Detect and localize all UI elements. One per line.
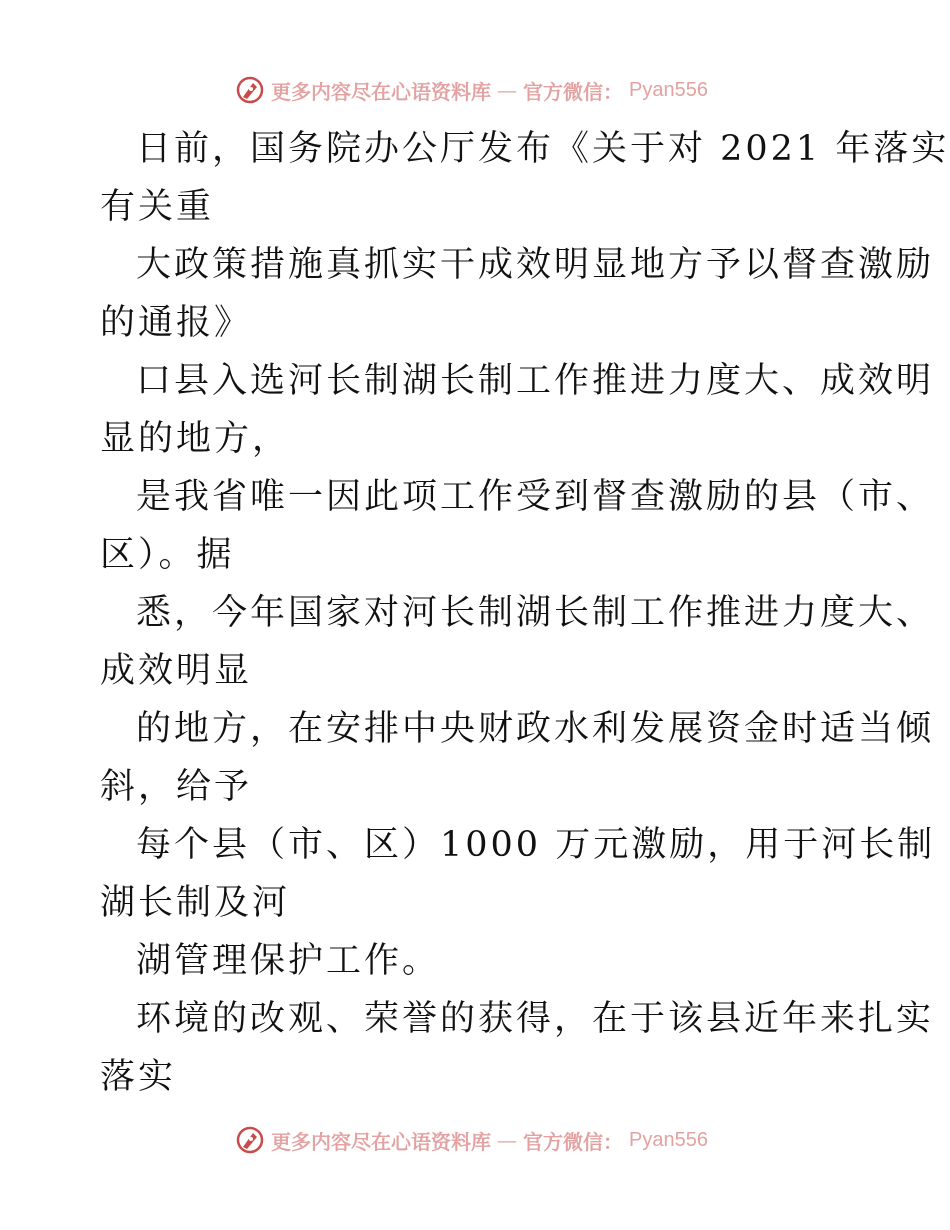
- text-line: 落实: [100, 1057, 177, 1097]
- text-line: 环境的改观、荣誉的获得，在于该县近年来扎实: [136, 999, 935, 1039]
- watermark-separator: —: [497, 78, 517, 102]
- text-line: 显的地方，: [100, 419, 291, 459]
- pen-nib-logo-icon: [235, 1125, 265, 1155]
- text-line: 的通报》: [100, 303, 253, 343]
- watermark-separator: —: [497, 1128, 517, 1152]
- watermark-wechat-id: Pyan556: [629, 1128, 708, 1151]
- text-line: 湖长制及河: [100, 883, 291, 923]
- text-line: 斜，给予: [100, 767, 253, 807]
- watermark-text: 更多内容尽在心语资料库: [271, 1129, 491, 1154]
- text-line: 的地方，在安排中央财政水利发展资金时适当倾: [136, 709, 935, 749]
- document-body: [100, 120, 950, 1106]
- watermark-label: 官方微信：: [523, 1129, 623, 1154]
- text-line: 湖管理保护工作。: [136, 941, 441, 981]
- text-line: 每个县（市、区）1000 万元激励，用于河长制: [136, 825, 936, 865]
- header-watermark: [235, 74, 708, 106]
- watermark-wechat-id: Pyan556: [629, 78, 708, 101]
- text-line: 日前，国务院办公厅发布《关于对 2021 年落实: [136, 129, 950, 169]
- text-line: 大政策措施真抓实干成效明显地方予以督查激励: [136, 245, 935, 285]
- footer-watermark: [235, 1124, 708, 1156]
- watermark-label: 官方微信：: [523, 79, 623, 104]
- text-line: 口县入选河长制湖长制工作推进力度大、成效明: [136, 361, 935, 401]
- text-line: 成效明显: [100, 651, 253, 691]
- text-line: 区）。据: [100, 535, 235, 575]
- text-line: 悉，今年国家对河长制湖长制工作推进力度大、: [136, 593, 935, 633]
- watermark-text: 更多内容尽在心语资料库: [271, 79, 491, 104]
- text-line: 有关重: [100, 187, 215, 227]
- text-line: 是我省唯一因此项工作受到督查激励的县（市、: [136, 477, 935, 517]
- pen-nib-logo-icon: [235, 75, 265, 105]
